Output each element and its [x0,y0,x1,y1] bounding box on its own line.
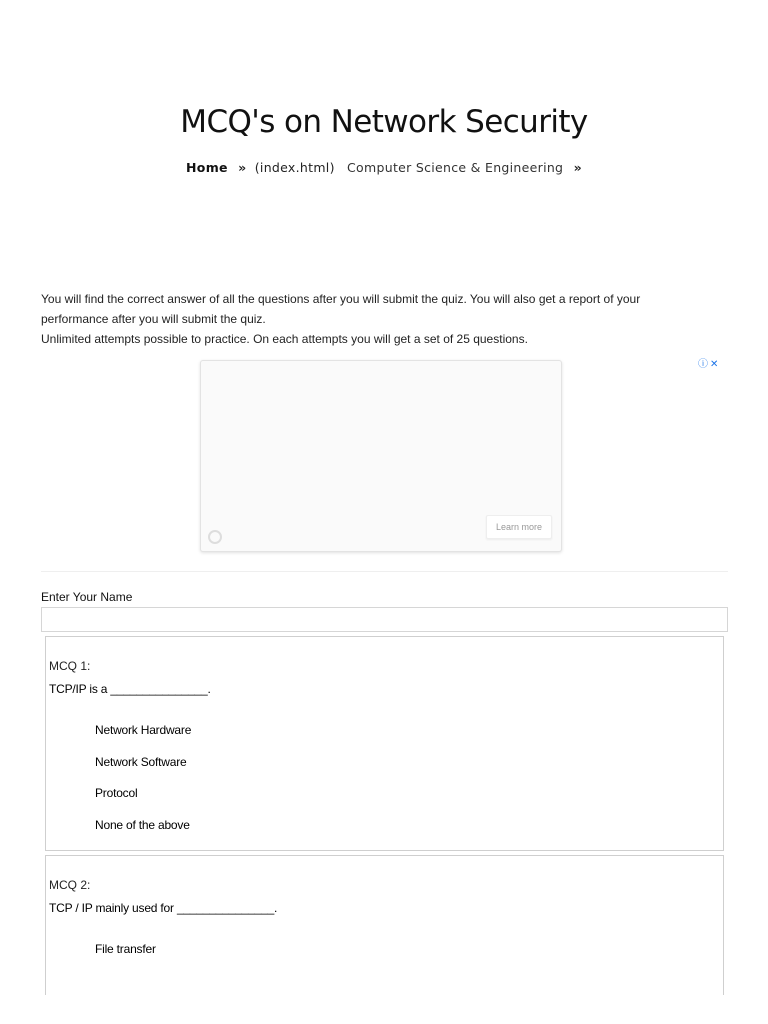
ad-logo-icon [208,530,222,544]
page-title: MCQ's on Network Security [180,104,588,140]
breadcrumb [0,160,768,175]
mcq-option[interactable]: Protocol [95,786,138,800]
name-input[interactable] [41,607,728,632]
name-label: Enter Your Name [41,590,133,604]
mcq-number: MCQ 1: [49,659,91,673]
mcq-question: TCP / IP mainly used for _______________. [49,901,278,915]
mcq-card [45,636,724,851]
mcq-question: TCP/IP is a _______________. [49,682,211,696]
ad-banner[interactable] [200,360,562,552]
intro-line-1: You will find the correct answer of all the questions after you will submit the quiz. You will also get a report of your performance after you will submit the quiz. [41,292,641,326]
mcq-option[interactable]: File transfer [95,942,156,956]
learn-more-button[interactable]: Learn more [486,515,552,539]
info-icon[interactable]: ⓘ [698,359,708,370]
breadcrumb-home-link[interactable]: Home [186,160,228,175]
quiz-intro [41,289,691,349]
breadcrumb-separator-icon: » [573,160,582,175]
close-icon[interactable]: ✕ [710,359,719,370]
mcq-option[interactable]: None of the above [95,818,190,832]
breadcrumb-current: Computer Science & Engineering [347,160,564,175]
intro-line-2: Unlimited attempts possible to practice. On each attempts you will get a set of 25 questions. [41,332,528,346]
mcq-number: MCQ 2: [49,878,91,892]
mcq-option[interactable]: Network Hardware [95,723,192,737]
breadcrumb-separator-icon: » [238,160,247,175]
divider [41,571,728,572]
mcq-card [45,855,724,995]
ad-controls [698,355,720,370]
breadcrumb-home-href[interactable]: (index.html) [254,160,335,175]
mcq-option[interactable]: Network Software [95,755,187,769]
